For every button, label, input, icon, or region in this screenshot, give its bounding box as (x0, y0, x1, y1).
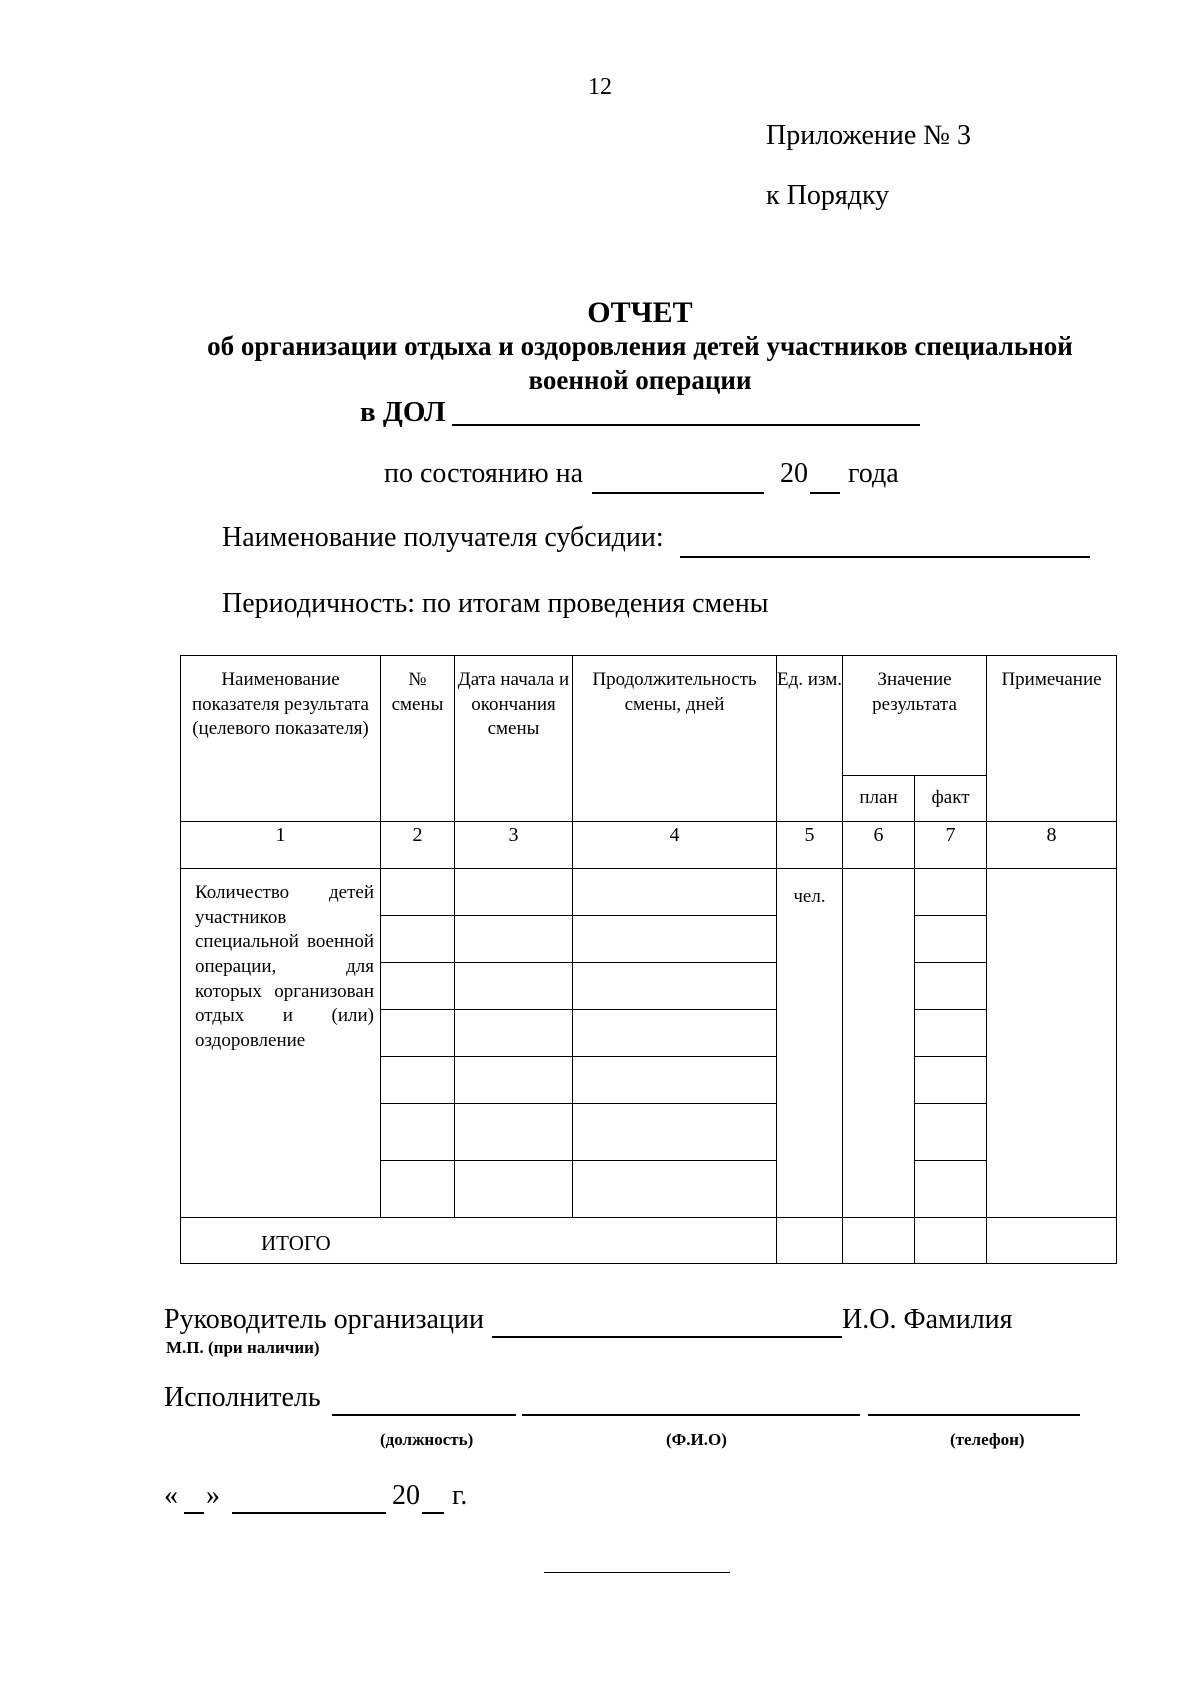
periodicity-text: Периодичность: по итогам проведения смены (222, 588, 769, 619)
fact-cell[interactable] (915, 1104, 987, 1161)
header-fact: факт (915, 776, 987, 822)
date-year-field[interactable] (422, 1512, 444, 1514)
date-year-prefix: 20 (392, 1480, 420, 1511)
caption-phone: (телефон) (950, 1430, 1025, 1449)
column-number: 6 (843, 822, 915, 869)
stamp-note: М.П. (при наличии) (166, 1338, 320, 1357)
recipient-label: Наименование получателя субсидии: (222, 522, 664, 553)
dol-label: в ДОЛ (360, 396, 446, 428)
date-suffix: г. (452, 1480, 468, 1511)
appendix-reference: к Порядку (766, 180, 890, 211)
shift-number-cell[interactable] (381, 1057, 455, 1104)
shift-number-cell[interactable] (381, 1010, 455, 1057)
duration-cell[interactable] (573, 916, 777, 963)
dates-cell[interactable] (455, 963, 573, 1010)
total-fact-cell[interactable] (915, 1218, 987, 1264)
executor-label: Исполнитель (164, 1382, 321, 1413)
report-subtitle-line1: об организации отдыха и оздоровления детей участников специальной (207, 331, 1073, 361)
duration-cell[interactable] (573, 1057, 777, 1104)
header-duration: Продолжительность смены, дней (573, 656, 777, 822)
report-subtitle-line2: военной операции (528, 365, 752, 395)
unit-cell: чел. (777, 869, 843, 1218)
fact-cell[interactable] (915, 869, 987, 916)
date-day-field[interactable] (184, 1512, 204, 1514)
dol-name-field[interactable] (452, 424, 920, 426)
appendix-label: Приложение № 3 (766, 120, 971, 151)
header-plan: план (843, 776, 915, 822)
caption-position: (должность) (380, 1430, 474, 1449)
shift-number-cell[interactable] (381, 916, 455, 963)
indicator-description: Количество детей участников специальной военной операции, для которых организован отдых и (или) оздоровление (181, 869, 381, 1218)
executor-name-field[interactable] (522, 1414, 860, 1416)
column-number: 3 (455, 822, 573, 869)
duration-cell[interactable] (573, 963, 777, 1010)
total-label: ИТОГО (181, 1218, 777, 1264)
report-title: ОТЧЕТ (587, 296, 693, 329)
total-unit-cell[interactable] (777, 1218, 843, 1264)
closing-divider (544, 1572, 730, 1573)
head-signature-field[interactable] (492, 1336, 842, 1338)
plan-cell[interactable] (843, 869, 915, 1218)
recipient-field[interactable] (680, 556, 1090, 558)
dates-cell[interactable] (455, 916, 573, 963)
header-indicator: Наименование показателя результата (целевого показателя) (181, 656, 381, 822)
date-close-quote: » (206, 1480, 220, 1511)
column-number: 2 (381, 822, 455, 869)
duration-cell[interactable] (573, 869, 777, 916)
caption-name: (Ф.И.О) (666, 1430, 727, 1449)
dates-cell[interactable] (455, 1057, 573, 1104)
column-number: 8 (987, 822, 1117, 869)
dates-cell[interactable] (455, 1010, 573, 1057)
dates-cell[interactable] (455, 1104, 573, 1161)
report-table (180, 655, 1117, 1264)
duration-cell[interactable] (573, 1010, 777, 1057)
header-dates: Дата начала и окончания смены (455, 656, 573, 822)
shift-number-cell[interactable] (381, 869, 455, 916)
column-number: 5 (777, 822, 843, 869)
page-number: 12 (588, 74, 612, 100)
column-number: 7 (915, 822, 987, 869)
date-month-field[interactable] (232, 1512, 386, 1514)
head-label: Руководитель организации (164, 1304, 484, 1335)
shift-number-cell[interactable] (381, 963, 455, 1010)
header-result: Значение результата (843, 656, 987, 776)
as-of-year-prefix: 20 (780, 458, 808, 489)
executor-phone-field[interactable] (868, 1414, 1080, 1416)
column-number: 4 (573, 822, 777, 869)
fact-cell[interactable] (915, 963, 987, 1010)
head-name: И.О. Фамилия (842, 1304, 1013, 1335)
as-of-year-suffix: года (848, 458, 899, 489)
total-note-cell[interactable] (987, 1218, 1117, 1264)
fact-cell[interactable] (915, 1057, 987, 1104)
header-note: Примечание (987, 656, 1117, 822)
dates-cell[interactable] (455, 1161, 573, 1218)
duration-cell[interactable] (573, 1104, 777, 1161)
as-of-date-field[interactable] (592, 492, 764, 494)
column-number: 1 (181, 822, 381, 869)
fact-cell[interactable] (915, 1010, 987, 1057)
dates-cell[interactable] (455, 869, 573, 916)
fact-cell[interactable] (915, 916, 987, 963)
shift-number-cell[interactable] (381, 1104, 455, 1161)
date-open-quote: « (164, 1480, 178, 1511)
header-unit: Ед. изм. (777, 656, 843, 822)
header-shift-number: № смены (381, 656, 455, 822)
as-of-year-field[interactable] (810, 492, 840, 494)
executor-position-field[interactable] (332, 1414, 516, 1416)
shift-number-cell[interactable] (381, 1161, 455, 1218)
fact-cell[interactable] (915, 1161, 987, 1218)
duration-cell[interactable] (573, 1161, 777, 1218)
total-plan-cell[interactable] (843, 1218, 915, 1264)
note-cell[interactable] (987, 869, 1117, 1218)
as-of-label: по состоянию на (384, 458, 584, 489)
